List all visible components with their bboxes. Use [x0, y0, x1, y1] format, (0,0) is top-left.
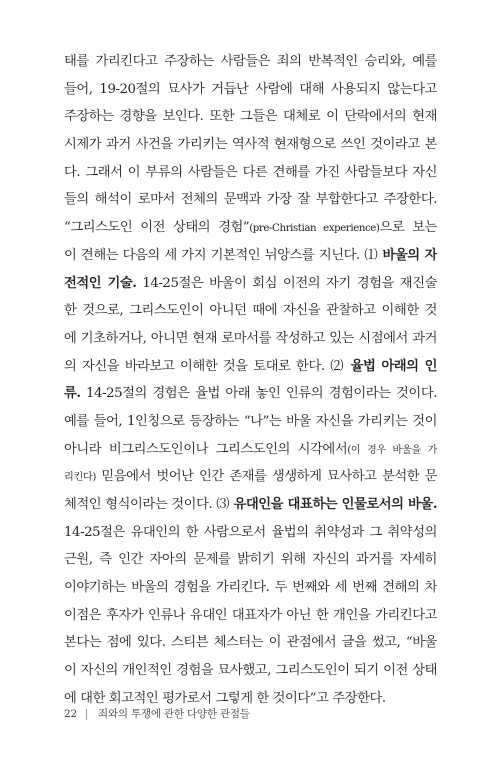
line-text: 이야기하는 바울의 경험을 가리킨다. 두 번째와 세 번째 견해의 차 [64, 580, 437, 596]
page-footer [64, 704, 250, 724]
line-text: 예를 들어, 1인칭으로 등장하는 “나”는 바울 자신을 가리키는 것이 [64, 413, 437, 429]
line-text: 의 자신을 바라보고 이해한 것을 토대로 한다. ⑵ [64, 358, 351, 374]
line-text: 다. 그래서 이 부류의 사람들은 다른 견해를 가진 사람들보다 자신 [64, 164, 437, 180]
line-text: 이 자신의 개인적인 경험을 묘사했고, 그리스도인이 되기 이전 상태 [64, 663, 437, 679]
line-text: 들어, 19-20절의 묘사가 거듭난 사람에 대해 사용되지 않는다고 [64, 81, 437, 97]
text-line [64, 491, 437, 519]
bold-heading-text: 류. [64, 386, 81, 402]
line-text: 주장하는 경향을 보인다. 또한 그들은 대체로 이 단락에서의 현재 [64, 109, 437, 125]
text-line [64, 353, 437, 381]
line-text: 14-25절의 경험은 율법 아래 놓인 인류의 경험이라는 것이다. [80, 386, 437, 402]
bold-heading-text: 바울의 자 [382, 247, 437, 263]
text-line [64, 325, 437, 353]
small-note-text: (이 경우 바울을 가 [347, 444, 437, 456]
text-line [64, 159, 437, 187]
body-text [64, 48, 437, 713]
text-line [64, 629, 437, 657]
text-line [64, 131, 437, 159]
text-line [64, 546, 437, 574]
small-note-text: 리킨다) [64, 472, 96, 484]
text-line [64, 186, 437, 214]
line-text: 에 기초하거나, 아니면 현재 로마서를 작성하고 있는 시점에서 과거 [64, 330, 437, 346]
text-line [64, 519, 437, 547]
text-line [64, 380, 437, 408]
line-text: 시제가 과거 사건을 가리키는 역사적 현재형으로 쓰인 것이라고 본 [64, 137, 437, 153]
line-text: 믿음에서 벗어난 인간 존재를 생생하게 묘사하고 분석한 문 [95, 469, 437, 485]
line-text: 태를 가리킨다고 주장하는 사람들은 죄의 반복적인 승리와, 예를 [64, 54, 437, 69]
text-line [64, 242, 437, 270]
line-text: 근원, 즉 인간 자아의 문제를 밝히기 위해 자신의 과거를 자세히 [64, 552, 437, 568]
text-line [64, 436, 437, 464]
small-note-text: (pre-Christian experience) [249, 223, 380, 235]
text-line [64, 574, 437, 602]
text-line [64, 76, 437, 104]
text-line [64, 463, 437, 491]
text-line [64, 270, 437, 298]
text-line [64, 214, 437, 242]
text-line [64, 602, 437, 630]
bold-heading-text: 유대인을 대표하는 인물로서의 바울. [233, 497, 437, 512]
line-text: 들의 해석이 로마서 전체의 문맥과 가장 잘 부합한다고 주장한다. [64, 192, 437, 208]
line-text: 14-25절은 바울이 회심 이전의 자기 경험을 재진술 [136, 275, 437, 291]
line-text: 체적인 형식이라는 것이다. ⑶ [64, 497, 234, 512]
text-line [64, 48, 437, 76]
running-title: 죄와의 투쟁에 관한 다양한 관점들 [98, 708, 250, 720]
line-text: 이 견해는 다음의 세 가지 기본적인 뉘앙스를 지닌다. ⑴ [64, 247, 383, 263]
line-text: “그리스도인 이전 상태의 경험” [64, 220, 250, 236]
text-line [64, 297, 437, 325]
line-text: 한 것으로, 그리스도인이 아니던 때에 자신을 관찰하고 이해한 것 [64, 303, 437, 319]
footer-divider [86, 709, 87, 720]
text-line [64, 408, 437, 436]
line-text: 으로 보는 [379, 220, 437, 236]
page-number: 22 [64, 708, 77, 720]
bold-heading-text: 전적인 기술. [64, 275, 137, 291]
text-line [64, 103, 437, 131]
bold-heading-text: 율법 아래의 인 [350, 358, 437, 374]
line-text: 아니라 비그리스도인이나 그리스도인의 시각에서 [64, 441, 348, 457]
line-text: 이점은 후자가 인류나 유대인 대표자가 아닌 한 개인을 가리킨다고 [64, 607, 437, 623]
text-line [64, 657, 437, 685]
line-text: 14-25절은 유대인의 한 사람으로서 율법의 취약성과 그 취약성의 [64, 524, 437, 540]
line-text: 본다는 점에 있다. 스티븐 체스터는 이 관점에서 글을 썼고, “바울 [64, 635, 437, 651]
line-text: 에 대한 회고적인 평가로서 그렇게 한 것이다”고 주장한다. [64, 690, 386, 706]
